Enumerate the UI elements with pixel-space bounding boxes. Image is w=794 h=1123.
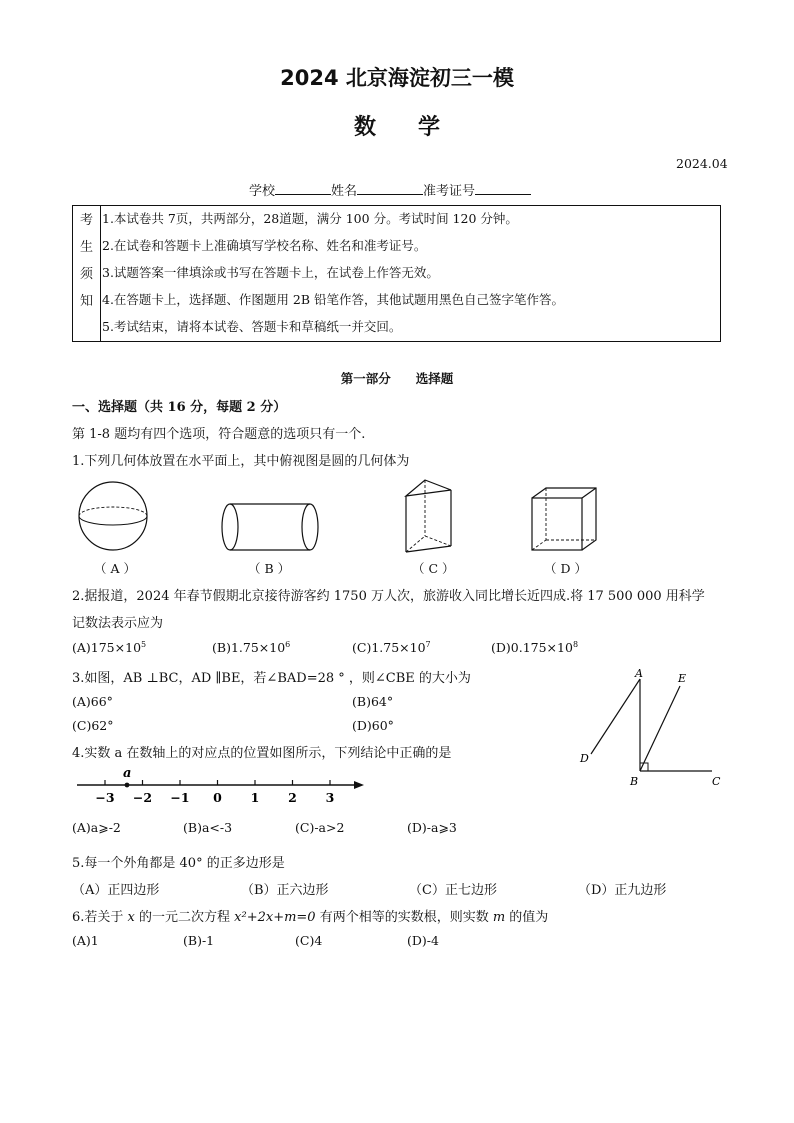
q4-option-a: (A)a⩾-2 [72, 820, 121, 835]
q2-option-b-base: (B)1.75×10 [212, 640, 286, 656]
notice-item: 1.本试卷共 7页，共两部分，28道题，满分 100 分。考试时间 120 分钟。 [102, 211, 518, 226]
q5-option-d: （D）正九边形 [578, 883, 667, 898]
name-label: 姓名 [331, 184, 358, 199]
exam-title: 2024 北京海淀初三一模 [280, 66, 514, 90]
number-line-tick-label: 3 [325, 790, 335, 805]
q6-var-m: m [492, 910, 506, 925]
notice-item: 3.试题答案一律填涂或书写在答题卡上，在试卷上作答无效。 [102, 265, 439, 280]
question-2-stem: 2.据报道，2024 年春节假期北京接待游客约 1750 万人次，旅游收入同比增长近四成.将 17 500 000 用科学 [72, 589, 705, 604]
q4-option-d: (D)-a⩾3 [407, 820, 457, 835]
q5-option-b: （B）正六边形 [241, 883, 329, 898]
q3-angle-figure [574, 662, 734, 792]
notice-box [72, 205, 721, 342]
question-4-stem: 4.实数 a 在数轴上的对应点的位置如图所示，下列结论中正确的是 [72, 746, 452, 761]
notice-side-char: 考 [79, 213, 93, 228]
number-line-tick-label: 2 [288, 790, 297, 805]
q2-option-d-base: (D)0.175×10 [491, 640, 573, 656]
q6-option-d: (D)-4 [407, 933, 439, 948]
question-5-stem: 5.每一个外角都是 40° 的正多边形是 [72, 856, 285, 871]
q2-option-c-exp: 7 [425, 640, 431, 649]
q1-option-label: （ B ） [248, 561, 291, 576]
notice-item: 5.考试结束，请将本试卷、答题卡和草稿纸一并交回。 [102, 319, 402, 334]
q6-stem-part: 的值为 [505, 910, 549, 925]
point-label: A [635, 667, 643, 680]
q4-option-b: (B)a<-3 [183, 820, 233, 835]
cylinder-figure [222, 504, 318, 550]
q6-option-a: (A)1 [72, 933, 99, 948]
q6-option-c: (C)4 [295, 933, 323, 948]
point-label: D [580, 752, 589, 765]
number-line-tick-label: 1 [250, 790, 260, 805]
triangular-prism-figure [406, 480, 451, 552]
q6-equation: x²+2x+m=0 [234, 910, 316, 925]
q2-option-c [352, 640, 431, 655]
q2-option-a-base: (A)175×10 [72, 640, 142, 656]
notice-side [73, 206, 101, 341]
school-label: 学校 [249, 184, 276, 199]
q3-option-a: (A)66° [72, 694, 113, 709]
q3-option-b: (B)64° [352, 694, 394, 709]
cube-figure [532, 488, 596, 550]
q4-option-c: (C)-a>2 [295, 820, 345, 835]
point-label: E [678, 672, 687, 685]
q1-option-label: （ A ） [94, 561, 136, 576]
exam-date: 2024.04 [676, 156, 728, 171]
section-instruction: 第 1-8 题均有四个选项，符合题意的选项只有一个. [72, 427, 366, 442]
q2-option-b [212, 640, 290, 655]
part-title: 第一部分 选择题 [340, 371, 454, 386]
notice-item: 2.在试卷和答题卡上准确填写学校名称、姓名和准考证号。 [102, 238, 427, 253]
q6-option-b: (B)-1 [183, 933, 215, 948]
notice-item: 4.在答题卡上，选择题、作图题用 2B 铅笔作答，其他试题用黑色自己签字笔作答。 [102, 292, 565, 307]
number-line-figure [72, 762, 372, 808]
school-blank [275, 182, 331, 195]
q6-stem-part: 的一元二次方程 [134, 910, 235, 925]
q6-var-x: x [127, 910, 135, 925]
number-line-ticks [95, 780, 334, 805]
notice-side-char: 生 [79, 240, 93, 255]
exam-id-blank [475, 182, 531, 195]
number-line-tick-label: −1 [170, 790, 190, 805]
q3-option-d: (D)60° [352, 718, 394, 733]
notice-side-char: 须 [79, 267, 93, 282]
section-heading: 一、选择题（共 16 分，每题 2 分） [72, 400, 287, 415]
q1-solids-figure [70, 478, 630, 558]
point-label: B [630, 775, 639, 788]
q1-option-label: （ D ） [544, 561, 587, 576]
notice-side-char: 知 [79, 294, 93, 309]
q2-option-b-exp: 6 [285, 640, 291, 649]
q6-stem-part: 6.若关于 [72, 910, 128, 925]
info-fields [249, 180, 531, 199]
q2-option-a [72, 640, 146, 655]
exam-id-label: 准考证号 [423, 184, 476, 199]
q1-option-label: （ C ） [412, 561, 455, 576]
q5-option-c: （C）正七边形 [409, 883, 497, 898]
name-blank [357, 182, 423, 195]
question-1-stem: 1.下列几何体放置在水平面上，其中俯视图是圆的几何体为 [72, 454, 410, 469]
q2-option-a-exp: 5 [141, 640, 147, 649]
q6-stem-part: 有两个相等的实数根，则实数 [315, 910, 493, 925]
number-line-tick-label: 0 [213, 790, 222, 805]
number-line-tick-label: −2 [132, 790, 153, 805]
q3-option-c: (C)62° [72, 718, 114, 733]
point-a [125, 783, 130, 788]
point-label: C [712, 775, 721, 788]
question-2-stem-cont: 记数法表示应为 [72, 616, 164, 631]
question-6-stem [72, 906, 548, 925]
number-line-tick-label: −3 [95, 790, 115, 805]
subject-title: 数学 [353, 115, 482, 140]
q2-option-d [491, 640, 578, 655]
question-3-stem: 3.如图，AB ⊥BC，AD ∥BE，若∠BAD=28 ° ，则∠CBE 的大小为 [72, 671, 471, 686]
q2-option-c-base: (C)1.75×10 [352, 640, 426, 656]
point-a-label: a [123, 766, 132, 781]
q2-option-d-exp: 8 [572, 640, 579, 649]
q5-option-a: （A）正四边形 [72, 883, 160, 898]
sphere-figure [79, 482, 147, 550]
